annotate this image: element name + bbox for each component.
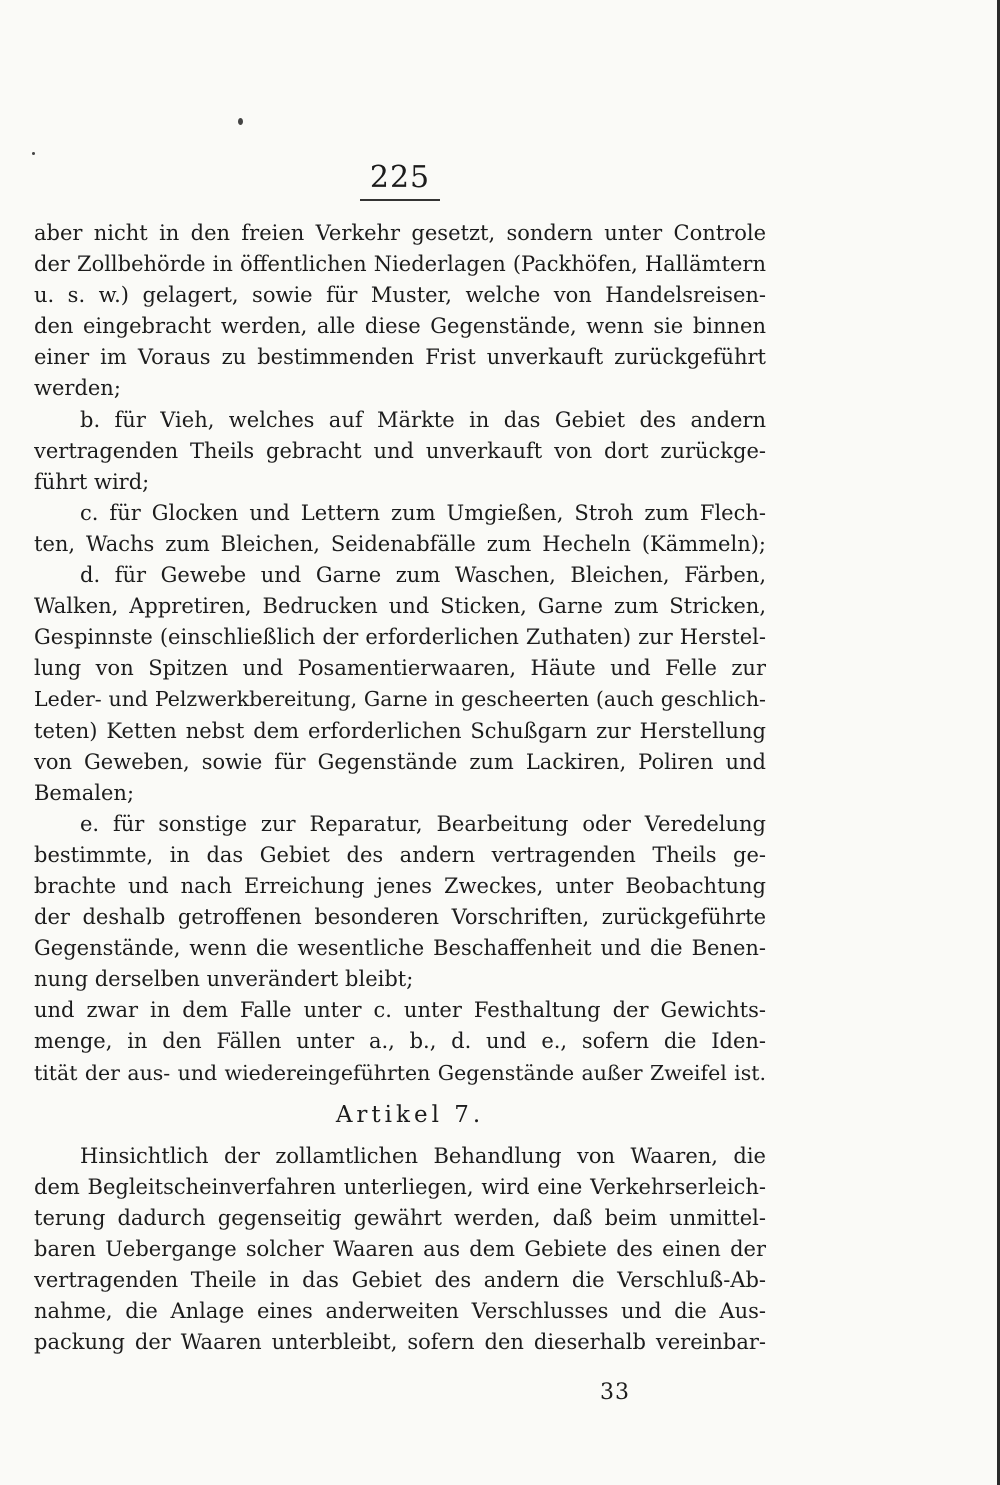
text-line: Gespinnste (einschließlich der erforderlichen Zuthaten) zur Herstel- [34, 625, 766, 650]
text-line: baren Uebergange solcher Waaren aus dem Gebiete des einen der [34, 1236, 766, 1261]
text-line: u. s. w.) gelagert, sowie für Muster, welche von Handelsreisen- [34, 283, 766, 308]
text-line: der Zollbehörde in öffentlichen Niederlagen (Packhöfen, Hallämtern [34, 252, 766, 277]
page-number: 225 [369, 160, 431, 195]
text-line: lung von Spitzen und Posamentierwaaren, Häute und Felle zur [34, 656, 766, 681]
text-line: dem Begleitscheinverfahren unterliegen, wird eine Verkehrserleich- [34, 1174, 766, 1199]
text-line: der deshalb getroffenen besonderen Vorschriften, zurückgeführte [34, 905, 766, 930]
text-line: einer im Voraus zu bestimmenden Frist unverkauft zurückgeführt [34, 345, 766, 370]
text-line: e. für sonstige zur Reparatur, Bearbeitung oder Veredelung [80, 811, 766, 836]
text-line: d. für Gewebe und Garne zum Waschen, Bleichen, Färben, [80, 563, 766, 588]
text-line: werden; [34, 376, 121, 401]
text-line: bestimmte, in das Gebiet des andern vertragenden Theils ge- [34, 842, 766, 867]
text-line: nung derselben unverändert bleibt; [34, 967, 414, 992]
text-line: c. für Glocken und Lettern zum Umgießen, Stroh zum Flech- [80, 500, 766, 525]
text-line: vertragenden Theils gebracht und unverkauft von dort zurückge- [34, 438, 766, 463]
text-line: b. für Vieh, welches auf Märkte in das Gebiet des andern [80, 407, 766, 432]
page-number-rule [360, 199, 440, 201]
text-line: Hinsichtlich der zollamtlichen Behandlung von Waaren, die [80, 1143, 766, 1168]
section-continuation [34, 218, 766, 1089]
text-line: Walken, Appretiren, Bedrucken und Sticken, Garne zum Stricken, [34, 594, 766, 619]
text-line: vertragenden Theile in das Gebiet des andern die Verschluß-Ab- [34, 1268, 766, 1292]
article-heading: Artikel 7. [335, 1101, 485, 1128]
text-line: tität der aus- und wiedereingeführten Gegenstände außer Zweifel ist. [34, 1060, 766, 1085]
text-line: und zwar in dem Falle unter c. unter Festhaltung der Gewichts- [34, 998, 766, 1023]
text-line: brachte und nach Erreichung jenes Zweckes, unter Beobachtung [34, 873, 766, 898]
text-line: Bemalen; [34, 780, 135, 805]
text-line: aber nicht in den freien Verkehr gesetzt, sondern unter Controle [34, 221, 766, 245]
ink-spot [238, 118, 243, 125]
text-line: nahme, die Anlage eines anderweiten Verschlusses und die Aus- [34, 1299, 766, 1324]
text-line: ten, Wachs zum Bleichen, Seidenabfälle zum Hecheln (Kämmeln); [34, 531, 766, 556]
ink-spot [32, 152, 35, 155]
article-7-body [34, 1141, 766, 1359]
text-line: Leder- und Pelzwerkbereitung, Garne in gescheerten (auch geschlich- [34, 687, 766, 712]
text-line: den eingebracht werden, alle diese Gegenstände, wenn sie binnen [34, 314, 766, 339]
text-line: menge, in den Fällen unter a., b., d. und e., sofern die Iden- [34, 1029, 766, 1054]
text-line: teten) Ketten nebst dem erforderlichen Schußgarn zur Herstellung [34, 718, 766, 743]
text-line: terung dadurch gegenseitig gewährt werden, daß beim unmittel- [34, 1205, 766, 1230]
text-line: Gegenstände, wenn die wesentliche Beschaffenheit und die Benen- [34, 936, 766, 961]
text-line: von Geweben, sowie für Gegenstände zum Lackiren, Poliren und [34, 749, 766, 774]
text-line: führt wird; [34, 469, 150, 494]
signature-mark: 33 [600, 1380, 630, 1405]
body-text [34, 218, 766, 1358]
text-line: packung der Waaren unterbleibt, sofern den dieserhalb vereinbar- [34, 1330, 766, 1355]
